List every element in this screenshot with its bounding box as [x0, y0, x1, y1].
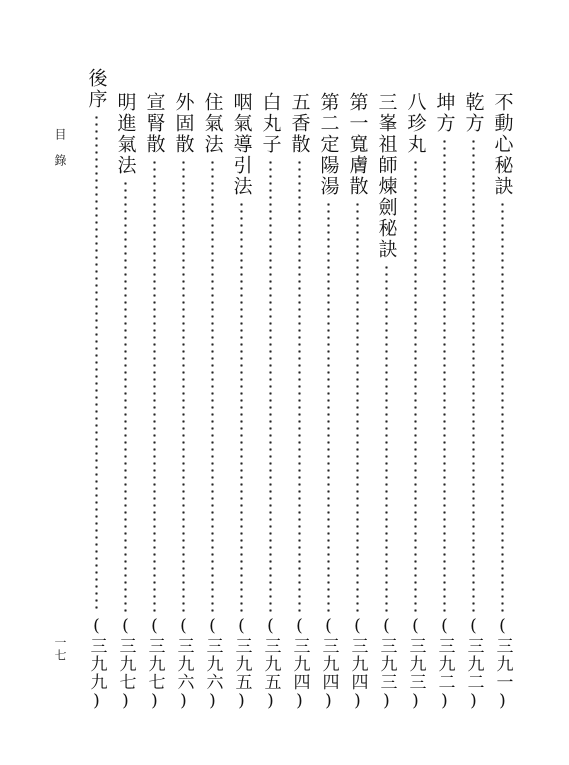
toc-entry[interactable]	[84, 68, 108, 712]
toc-entry-title: 外固散	[172, 92, 195, 155]
toc-entry-title: 後序	[85, 68, 108, 110]
toc-entry-title: 不動心秘訣	[491, 92, 514, 197]
toc-entry-page: (三九九)	[86, 616, 107, 712]
toc-entry[interactable]	[345, 92, 369, 712]
toc-entry[interactable]	[258, 92, 282, 712]
toc-entry[interactable]	[374, 92, 398, 712]
toc-entry-page: (三九六)	[173, 616, 194, 712]
leader-dots	[472, 138, 475, 612]
toc-entry-title: 坤方	[433, 92, 456, 134]
toc-entry-page: (三九四)	[347, 616, 368, 712]
toc-entry-title: 明進氣法	[114, 92, 137, 176]
toc-entry-title: 五香散	[288, 92, 311, 155]
toc-entry-page: (三九四)	[289, 616, 310, 712]
toc-entry[interactable]	[490, 92, 514, 712]
toc-entry-title: 八珍丸	[404, 92, 427, 155]
toc-entry[interactable]	[171, 92, 195, 712]
leader-dots	[327, 201, 330, 612]
toc-entry-page: (三九二)	[463, 616, 484, 712]
toc-entry-page: (三九七)	[115, 616, 136, 712]
toc-entry-title: 咽氣導引法	[230, 92, 253, 197]
leader-dots	[501, 201, 504, 612]
toc-entry-page: (三九三)	[405, 616, 426, 712]
toc-entry-page: (三九七)	[144, 616, 165, 712]
leader-dots	[211, 159, 214, 612]
toc-entry[interactable]	[403, 92, 427, 712]
toc-entry-title: 白丸子	[259, 92, 282, 155]
leader-dots	[443, 138, 446, 612]
toc-entry-page: (三九五)	[231, 616, 252, 712]
toc-entry-title: 第一寬膚散	[346, 92, 369, 197]
leader-dots	[298, 159, 301, 612]
toc-entry[interactable]	[113, 92, 137, 712]
toc-entry[interactable]	[432, 92, 456, 712]
toc-entry-page: (三九二)	[434, 616, 455, 712]
running-header: 目錄	[53, 128, 67, 180]
toc-entry-title: 第二定陽湯	[317, 92, 340, 197]
toc-entry-title: 住氣法	[201, 92, 224, 155]
toc-entry[interactable]	[287, 92, 311, 712]
leader-dots	[269, 159, 272, 612]
toc-entry-page: (三九五)	[260, 616, 281, 712]
toc-entry[interactable]	[200, 92, 224, 712]
leader-dots	[385, 264, 388, 612]
leader-dots	[95, 114, 98, 612]
leader-dots	[182, 159, 185, 612]
toc-entry-title: 三峯祖師煉劍秘訣	[375, 92, 398, 260]
toc-entry[interactable]	[142, 92, 166, 712]
leader-dots	[124, 180, 127, 612]
leader-dots	[356, 201, 359, 612]
toc-entry-page: (三九一)	[492, 616, 513, 712]
toc-entry-title: 乾方	[462, 92, 485, 134]
toc-entry[interactable]	[229, 92, 253, 712]
page-number: 一七	[53, 636, 67, 662]
toc-entry-page: (三九四)	[318, 616, 339, 712]
toc-entry[interactable]	[461, 92, 485, 712]
toc-entry-title: 宣腎散	[143, 92, 166, 155]
leader-dots	[240, 201, 243, 612]
toc-entry-page: (三九六)	[202, 616, 223, 712]
toc-entry-page: (三九三)	[376, 616, 397, 712]
leader-dots	[153, 159, 156, 612]
leader-dots	[414, 159, 417, 612]
toc-entry[interactable]	[316, 92, 340, 712]
